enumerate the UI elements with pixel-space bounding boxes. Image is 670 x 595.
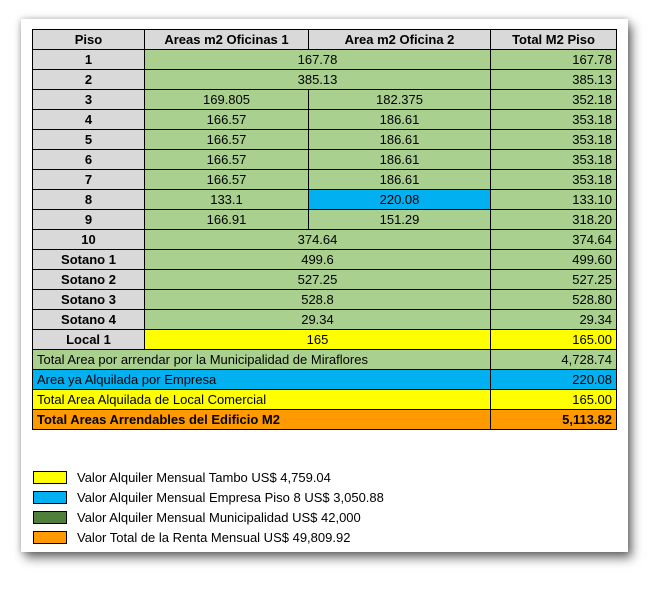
legend-label: Valor Alquiler Mensual Municipalidad US$ 42,000: [77, 509, 361, 525]
oficina-2-cell: 151.29: [309, 210, 491, 230]
table-row: [33, 250, 617, 270]
piso-cell: 10: [33, 230, 145, 250]
table-row: [33, 70, 617, 90]
total-cell: 528.80: [491, 290, 617, 310]
area-cell: 499.6: [145, 250, 491, 270]
table-row: [33, 330, 617, 350]
table-row: [33, 110, 617, 130]
oficina-1-cell: 166.57: [145, 110, 309, 130]
oficina-2-cell: 186.61: [309, 170, 491, 190]
legend-item: [33, 487, 384, 507]
summary-row-empresa: [33, 370, 617, 390]
piso-cell: Local 1: [33, 330, 145, 350]
legend-swatch: [33, 531, 67, 544]
legend-label: Valor Total de la Renta Mensual US$ 49,809.92: [77, 529, 351, 545]
legend-label: Valor Alquiler Mensual Empresa Piso 8 US$ 3,050.88: [77, 489, 384, 505]
piso-cell: 4: [33, 110, 145, 130]
header-row: [33, 30, 617, 50]
table-row: [33, 230, 617, 250]
piso-cell: Sotano 1: [33, 250, 145, 270]
piso-cell: 6: [33, 150, 145, 170]
total-cell: 385.13: [491, 70, 617, 90]
table-row: [33, 50, 617, 70]
oficina-1-cell: 166.91: [145, 210, 309, 230]
area-cell: 167.78: [145, 50, 491, 70]
total-cell: 29.34: [491, 310, 617, 330]
area-cell: 527.25: [145, 270, 491, 290]
total-cell: 374.64: [491, 230, 617, 250]
summary-label: Total Area por arrendar por la Municipalidad de Miraflores: [33, 350, 491, 370]
total-cell: 167.78: [491, 50, 617, 70]
total-cell: 353.18: [491, 130, 617, 150]
header-total: Total M2 Piso: [491, 30, 617, 50]
table-row: [33, 310, 617, 330]
table-row: [33, 130, 617, 150]
piso-cell: Sotano 2: [33, 270, 145, 290]
area-table: [32, 29, 617, 430]
piso-cell: 3: [33, 90, 145, 110]
piso-cell: 8: [33, 190, 145, 210]
oficina-1-cell: 166.57: [145, 170, 309, 190]
header-oficina-1: Areas m2 Oficinas 1: [145, 30, 309, 50]
total-cell: 353.18: [491, 150, 617, 170]
total-cell: 352.18: [491, 90, 617, 110]
total-cell: 318.20: [491, 210, 617, 230]
legend-item: [33, 507, 384, 527]
total-cell: 527.25: [491, 270, 617, 290]
piso-cell: 5: [33, 130, 145, 150]
area-cell: 385.13: [145, 70, 491, 90]
summary-value: 4,728.74: [491, 350, 617, 370]
piso-cell: Sotano 3: [33, 290, 145, 310]
table-row: [33, 170, 617, 190]
piso-cell: Sotano 4: [33, 310, 145, 330]
summary-row-municipalidad: [33, 350, 617, 370]
legend-swatch: [33, 471, 67, 484]
area-cell: 29.34: [145, 310, 491, 330]
summary-value: 5,113.82: [491, 410, 617, 430]
oficina-2-cell: 182.375: [309, 90, 491, 110]
summary-label: Total Area Alquilada de Local Comercial: [33, 390, 491, 410]
summary-label: Area ya Alquilada por Empresa: [33, 370, 491, 390]
area-cell: 528.8: [145, 290, 491, 310]
piso-cell: 7: [33, 170, 145, 190]
summary-value: 165.00: [491, 390, 617, 410]
legend-item: [33, 467, 384, 487]
table-row: [33, 190, 617, 210]
table-row: [33, 150, 617, 170]
total-cell: 353.18: [491, 170, 617, 190]
total-cell: 133.10: [491, 190, 617, 210]
total-cell-local: 165.00: [491, 330, 617, 350]
legend-label: Valor Alquiler Mensual Tambo US$ 4,759.04: [77, 469, 331, 485]
piso-cell: 1: [33, 50, 145, 70]
oficina-2-cell: 186.61: [309, 150, 491, 170]
oficina-1-cell: 166.57: [145, 150, 309, 170]
oficina-1-cell: 133.1: [145, 190, 309, 210]
table-row: [33, 290, 617, 310]
piso-cell: 2: [33, 70, 145, 90]
legend: [33, 467, 384, 547]
oficina-1-cell: 169.805: [145, 90, 309, 110]
piso-cell: 9: [33, 210, 145, 230]
summary-label: Total Areas Arrendables del Edificio M2: [33, 410, 491, 430]
header-piso: Piso: [33, 30, 145, 50]
summary-value: 220.08: [491, 370, 617, 390]
header-oficina-2: Area m2 Oficina 2: [309, 30, 491, 50]
total-cell: 499.60: [491, 250, 617, 270]
table-row: [33, 90, 617, 110]
oficina-2-cell: 186.61: [309, 110, 491, 130]
legend-swatch: [33, 491, 67, 504]
oficina-2-cell: 186.61: [309, 130, 491, 150]
table-row: [33, 210, 617, 230]
oficina-2-cell-empresa: 220.08: [309, 190, 491, 210]
area-cell-local: 165: [145, 330, 491, 350]
legend-item: [33, 527, 384, 547]
summary-row-total: [33, 410, 617, 430]
legend-swatch: [33, 511, 67, 524]
summary-row-local: [33, 390, 617, 410]
total-cell: 353.18: [491, 110, 617, 130]
table-row: [33, 270, 617, 290]
oficina-1-cell: 166.57: [145, 130, 309, 150]
area-cell: 374.64: [145, 230, 491, 250]
